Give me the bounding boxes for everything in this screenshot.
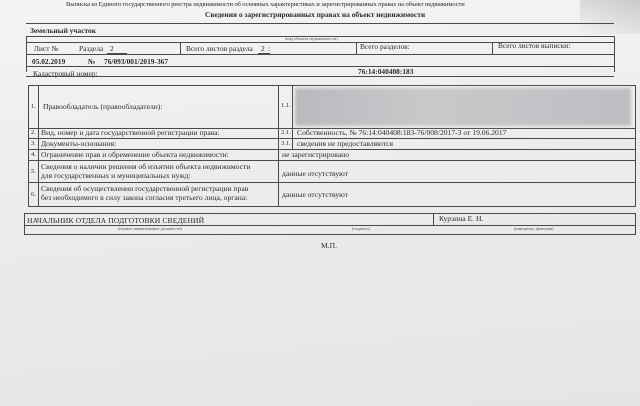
row-2-num: 2.	[31, 129, 36, 136]
row-3-label: Документы-основания:	[41, 139, 117, 148]
row-3-value: сведения не предоставляются	[297, 139, 394, 148]
total-sheets-extract-label: Всего листов выписки:	[498, 41, 571, 50]
row-5-label-line2: для государственных и муниципальных нужд:	[41, 171, 191, 180]
number-label: №	[88, 57, 96, 66]
extract-number: 76/093/001/2019-367	[104, 57, 169, 66]
row-2-label: Вид, номер и дата государственной регистрации права:	[41, 128, 220, 137]
row-2-sub: 2.1.	[281, 129, 291, 136]
cadastral-number: 76:14:040408:183	[358, 67, 414, 76]
row-2-value: Собственность, № 76:14:040408:183-76/008/2017-3 от 19.06.2017	[297, 128, 507, 137]
row-6-value: данные отсутствуют	[282, 190, 349, 199]
signatory-name: Курзина Е. Н.	[439, 214, 484, 223]
total-sections-label: Всего разделов:	[360, 42, 410, 51]
total-sheets-section-label: Всего листов раздела	[186, 44, 253, 53]
stamp-place: М.П.	[321, 241, 338, 250]
row-4-value: не зарегистрировано	[282, 150, 350, 159]
cadastral-label: Кадастровый номер:	[33, 69, 98, 78]
document-title: Сведения о зарегистрированных правах на объект недвижимости	[205, 10, 426, 19]
row-3-num: 3.	[31, 140, 36, 147]
document-sheet: Выписка из Единого государственного реестра недвижимости об основных характеристиках и зарегистрированных правах на объект недвижимости Сведения о зарегистрированных правах на объект недвижимости Земельный участок (вид объекта недвижимости) Лист № Раздела 2 Всего листов раздела 2 : Всего разделов: Всего листов выписки: 05.02.2019 № 76/093/001/2019-367 Кадастровый номер: 76:14:040408:183 1. Правообладатель (правообладатели): 1.1. 2. Вид, номер и дата государственной регистрации права: 2.1. Собственность, № 76:14:040408:183-76/008/2017-3 от 19.06.2017 3. Документы-основания: 3.1. сведения не предоставляются 4. Ограничение прав и обременение объекта недвижимости: не зарегистрировано 5. Сведения о наличии решения об изъятии объекта недвижимости для государственных и муниципальных нужд: данные отсутствуют 6. Сведения об осуществлении государственной регистрации прав без необходимого в силу закона согласия третьего лица, органа: данные отсутствуют НАЧАЛЬНИК ОТДЕЛА ПОДГОТОВКИ СВЕДЕНИЙ Курзина Е. Н. (полное наименование должности) (подпись) (инициалы, фамилия) М.П.	[0, 0, 640, 406]
section-value: 2	[110, 44, 114, 53]
row-3-sub: 3.1.	[281, 140, 291, 147]
row-6-label-line1: Сведения об осуществлении государственной регистрации прав	[41, 184, 249, 193]
row-6-num: 6.	[31, 191, 36, 198]
row-1-label: Правообладатель (правообладатели):	[43, 102, 163, 111]
sign-caption: (подпись)	[352, 226, 370, 231]
position-caption: (полное наименование должности)	[118, 226, 182, 231]
page-fold	[580, 0, 640, 34]
row-6-label-line2: без необходимого в силу закона согласия третьего лица, органа:	[41, 193, 248, 202]
name-caption: (инициалы, фамилия)	[514, 226, 554, 231]
redacted-owner	[295, 88, 631, 126]
object-caption: (вид объекта недвижимости)	[285, 36, 338, 41]
row-1-num: 1.	[31, 103, 36, 110]
row-5-value: данные отсутствуют	[282, 169, 349, 178]
sheet-label: Лист №	[34, 44, 59, 53]
section-label: Раздела	[79, 44, 104, 53]
row-4-label: Ограничение прав и обременение объекта недвижимости:	[41, 150, 229, 159]
signatory-position: НАЧАЛЬНИК ОТДЕЛА ПОДГОТОВКИ СВЕДЕНИЙ	[27, 216, 205, 225]
row-1-sub: 1.1.	[281, 102, 291, 109]
row-5-num: 5.	[31, 168, 36, 175]
row-5-label-line1: Сведения о наличии решения об изъятии объекта недвижимости	[41, 162, 251, 171]
header-line: Выписка из Единого государственного реестра недвижимости об основных характеристиках и зарегистрированных правах на объект недвижимости	[66, 1, 465, 8]
object-type: Земельный участок	[30, 26, 97, 35]
extract-date: 05.02.2019	[32, 57, 66, 66]
row-4-num: 4.	[31, 151, 36, 158]
total-sheets-section-value: 2	[261, 44, 265, 53]
